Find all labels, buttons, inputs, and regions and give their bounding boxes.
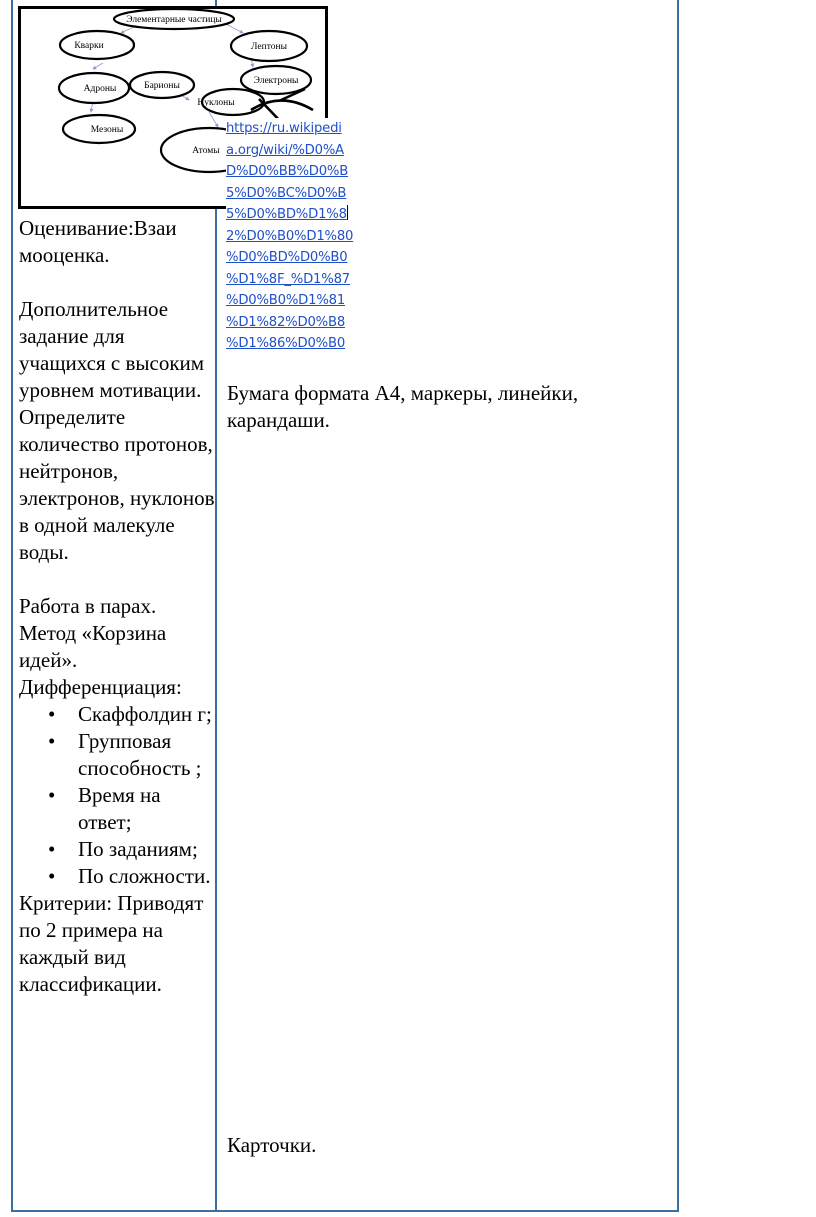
label-electrons: Электроны — [253, 76, 299, 86]
link-line[interactable]: 2%D0%B0%D1%80 — [226, 228, 354, 244]
list-item — [19, 863, 215, 890]
link-line[interactable]: %D0%B0%D1%81 — [226, 293, 346, 308]
list-item — [19, 782, 215, 836]
link-line[interactable]: %D0%BD%D0%B0 — [226, 250, 348, 265]
bullet-icon: • — [48, 702, 56, 726]
materials-text: Бумага формата А4, маркеры, линейки, карандаши. — [227, 381, 579, 432]
differentiation-list — [19, 701, 215, 890]
list-item — [19, 836, 215, 863]
link-line[interactable]: https://ru.wikipedi — [226, 121, 342, 136]
label-atoms: Атомы — [192, 146, 220, 156]
link-line[interactable]: 5%D0%BC%D0%B — [226, 185, 347, 201]
link-line[interactable]: %D1%8F_%D1%87 — [226, 271, 350, 287]
list-item-text: По сложности. — [78, 864, 211, 888]
label-quarks: Кварки — [74, 41, 104, 51]
bullet-icon: • — [48, 864, 56, 888]
link-line-text[interactable]: 5%D0%BD%D1%8 — [226, 207, 347, 222]
list-item-text: По заданиям; — [78, 837, 198, 861]
link-line[interactable]: a.org/wiki/%D0%A — [226, 142, 344, 158]
bullet-icon: • — [48, 783, 56, 807]
bullet-icon: • — [48, 837, 56, 861]
list-item-text: Групповая способность ; — [78, 729, 202, 780]
assessment-text: Оценивание:Взаи мооценка. — [19, 216, 177, 267]
link-line[interactable]: %D1%82%D0%B8 — [226, 314, 346, 330]
extra-task-text: Дополнительное задание для учащихся с высоким уровнем мотивации. Определите количество протонов, нейтронов, электронов, нуклонов в одной малекуле воды. — [19, 297, 215, 564]
cards-text: Карточки. — [227, 1133, 317, 1157]
bullet-icon: • — [48, 729, 56, 753]
list-item — [19, 701, 215, 728]
list-item — [19, 728, 215, 782]
list-item-text: Время на ответ; — [78, 783, 161, 834]
wikipedia-link[interactable] — [226, 118, 354, 355]
label-mesons: Мезоны — [90, 125, 124, 135]
differentiation-label: Дифференциация: — [19, 675, 182, 699]
list-item-text: Скаффолдин г; — [78, 702, 212, 726]
criteria-text: Критерии: Приводят по 2 примера на каждый вид классификации. — [19, 891, 204, 996]
label-hadrons: Адроны — [83, 84, 117, 94]
label-leptons: Лептоны — [251, 42, 287, 52]
label-baryons: Барионы — [144, 81, 180, 91]
pair-work-text: Работа в парах. Метод «Корзина идей». — [19, 594, 167, 672]
label-nucleons: Нуклоны — [197, 98, 235, 108]
text-cursor — [347, 205, 348, 220]
link-line[interactable]: D%D0%BB%D0%B — [226, 164, 349, 179]
label-elementary: Элементарные частицы — [126, 15, 222, 25]
left-column — [19, 215, 215, 998]
link-line-with-cursor[interactable] — [226, 204, 354, 226]
link-line[interactable]: %D1%86%D0%B0 — [226, 336, 346, 351]
